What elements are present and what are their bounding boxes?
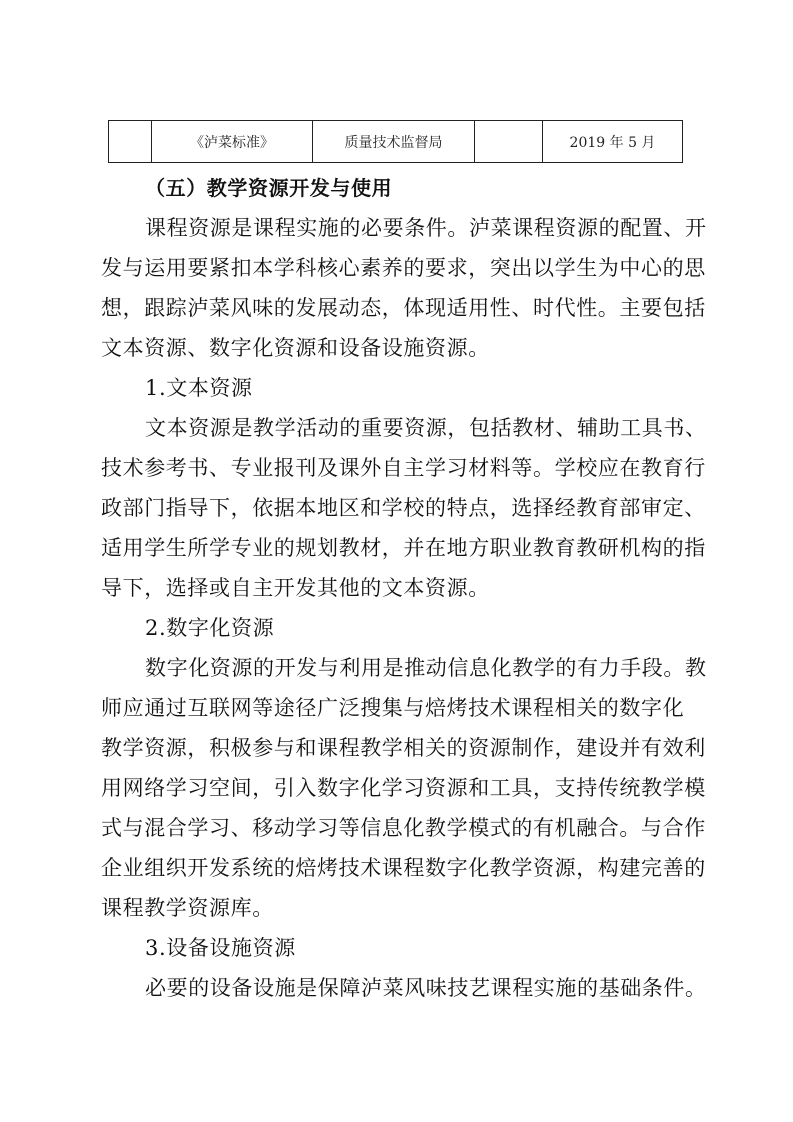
paragraph-line: 用网络学习空间，引入数字化学习资源和工具，支持传统教学模 (101, 776, 706, 800)
paragraph-line: 式与混合学习、移动学习等信息化教学模式的有机融合。与合作 (101, 816, 706, 840)
resource-table (108, 120, 683, 163)
digital-resources-paragraph (101, 648, 707, 928)
table-cell-date: 2019 年 5 月 (543, 121, 683, 163)
text-resources-paragraph (101, 408, 707, 608)
paragraph-line: 政部门指导下，依据本地区和学校的特点，选择经教育部审定、 (101, 496, 706, 520)
subsection-title-digital: 2.数字化资源 (145, 616, 275, 640)
subsection-title-equipment: 3.设备设施资源 (145, 936, 296, 960)
paragraph-line: 必要的设备设施是保障泸菜风味技艺课程实施的基础条件。 (145, 976, 707, 1000)
paragraph-line: 文本资源是教学活动的重要资源，包括教材、辅助工具书、 (145, 416, 707, 440)
paragraph-line: 数字化资源的开发与利用是推动信息化教学的有力手段。教 (145, 656, 707, 680)
equipment-resources-paragraph (101, 968, 707, 1008)
paragraph-line: 适用学生所学专业的规划教材，并在地方职业教育教研机构的指 (101, 536, 706, 560)
table-cell-issuer: 质量技术监督局 (313, 121, 475, 163)
paragraph-line: 企业组织开发系统的焙烤技术课程数字化教学资源，构建完善的 (101, 856, 706, 880)
section-heading: （五）教学资源开发与使用 (145, 176, 393, 200)
table-cell-code (475, 121, 543, 163)
intro-paragraph (101, 208, 707, 368)
subsection-title-text: 1.文本资源 (145, 376, 253, 400)
paragraph-line: 想，跟踪泸菜风味的发展动态，体现适用性、时代性。主要包括 (101, 296, 706, 320)
table-row (109, 121, 683, 163)
table-cell-title: 《泸菜标准》 (152, 121, 313, 163)
paragraph-line: 发与运用要紧扣本学科核心素养的要求，突出以学生为中心的思 (101, 256, 706, 280)
table-cell-index (109, 121, 152, 163)
paragraph-line: 教学资源，积极参与和课程教学相关的资源制作，建设并有效利 (101, 736, 706, 760)
paragraph-line: 文本资源、数字化资源和设备设施资源。 (101, 336, 490, 360)
body-text (101, 168, 707, 1008)
paragraph-line: 课程资源是课程实施的必要条件。泸菜课程资源的配置、开 (145, 216, 707, 240)
paragraph-line: 课程教学资源库。 (101, 896, 274, 920)
paragraph-line: 师应通过互联网等途径广泛搜集与焙烤技术课程相关的数字化 (101, 696, 685, 720)
paragraph-line: 导下，选择或自主开发其他的文本资源。 (101, 576, 490, 600)
paragraph-line: 技术参考书、专业报刊及课外自主学习材料等。学校应在教育行 (101, 456, 706, 480)
